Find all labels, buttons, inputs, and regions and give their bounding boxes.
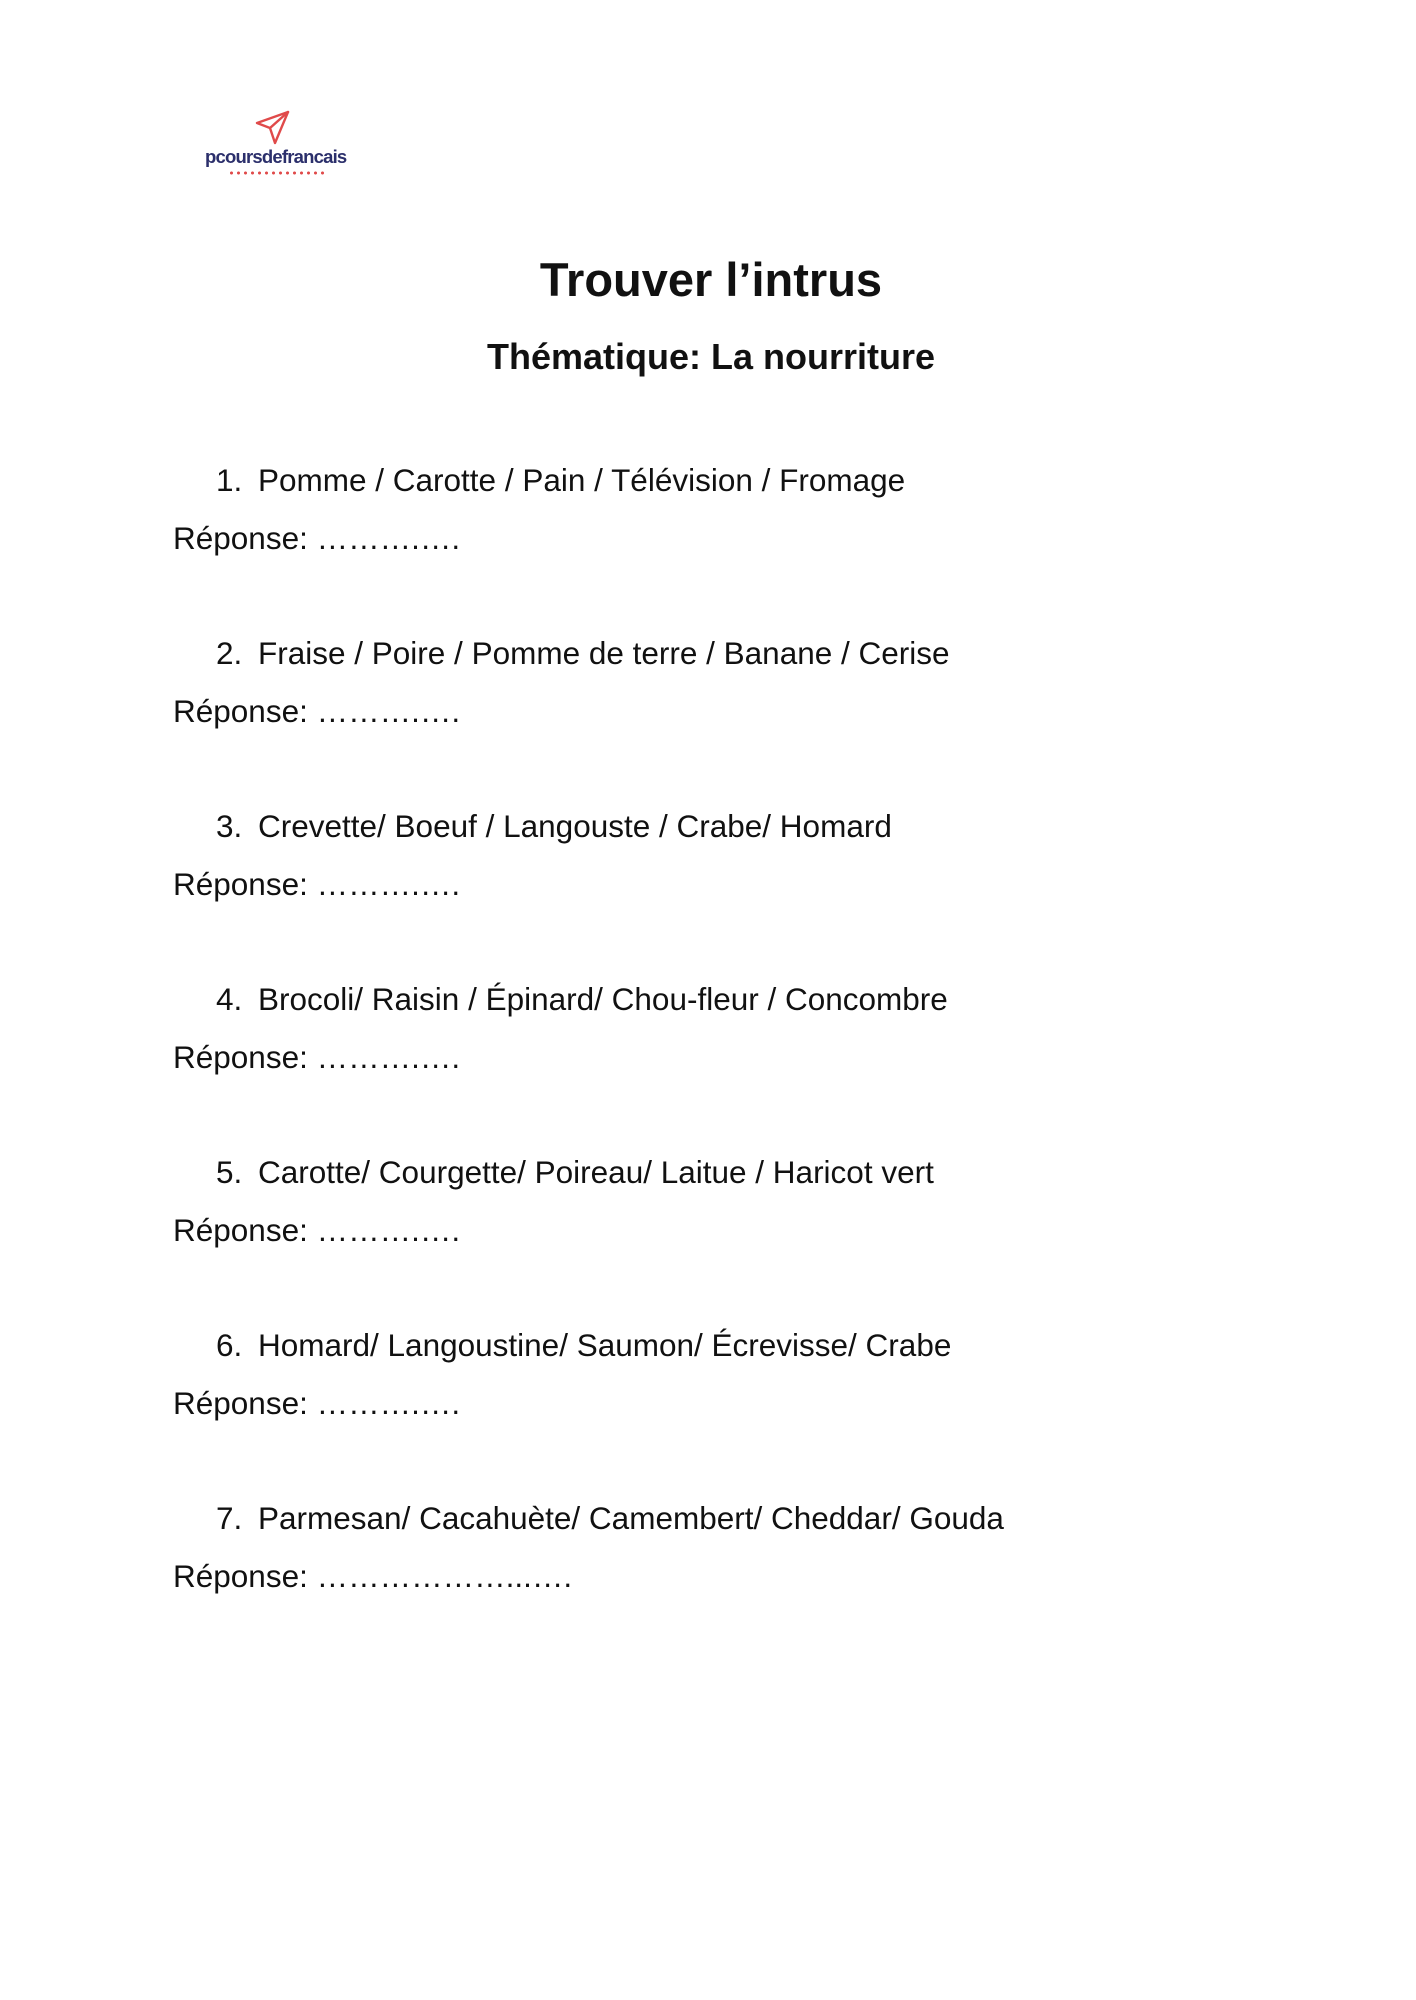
question-text: Fraise / Poire / Pomme de terre / Banane / Cerise bbox=[258, 635, 950, 671]
question-number: 3. bbox=[216, 808, 243, 844]
question-item bbox=[0, 808, 1416, 981]
answer-line[interactable]: Réponse: ……….…. bbox=[173, 1039, 461, 1075]
brand-dots-decoration bbox=[228, 171, 326, 175]
brand-logo bbox=[205, 108, 355, 188]
answer-line[interactable]: Réponse: ……….…. bbox=[173, 866, 461, 902]
question-item bbox=[0, 635, 1416, 808]
question-number: 5. bbox=[216, 1154, 243, 1190]
question-item bbox=[0, 1500, 1416, 1673]
brand-name: pcoursdefrancais bbox=[205, 146, 347, 167]
answer-line[interactable]: Réponse: ……….…. bbox=[173, 520, 461, 556]
question-text: Carotte/ Courgette/ Poireau/ Laitue / Haricot vert bbox=[258, 1154, 934, 1190]
question-item bbox=[0, 462, 1416, 635]
question-text: Crevette/ Boeuf / Langouste / Crabe/ Homard bbox=[258, 808, 892, 844]
question-text: Brocoli/ Raisin / Épinard/ Chou-fleur / Concombre bbox=[258, 981, 948, 1017]
question-number: 1. bbox=[216, 462, 243, 498]
question-text: Parmesan/ Cacahuète/ Camembert/ Cheddar/ Gouda bbox=[258, 1500, 1004, 1536]
question-number: 7. bbox=[216, 1500, 243, 1536]
question-line bbox=[216, 635, 950, 672]
answer-line[interactable]: Réponse: ……….…. bbox=[173, 1212, 461, 1248]
question-number: 2. bbox=[216, 635, 243, 671]
question-text: Homard/ Langoustine/ Saumon/ Écrevisse/ Crabe bbox=[258, 1327, 952, 1363]
page-subtitle: Thématique: La nourriture bbox=[486, 336, 936, 377]
page-title: Trouver l’intrus bbox=[539, 253, 883, 306]
question-text: Pomme / Carotte / Pain / Télévision / Fromage bbox=[258, 462, 906, 498]
question-line bbox=[216, 981, 948, 1018]
question-line bbox=[216, 1500, 1004, 1537]
answer-line[interactable]: Réponse: ………………...…. bbox=[173, 1558, 573, 1594]
question-number: 6. bbox=[216, 1327, 243, 1363]
answer-line[interactable]: Réponse: ……….…. bbox=[173, 693, 461, 729]
question-item bbox=[0, 981, 1416, 1154]
paper-plane-icon bbox=[255, 110, 291, 146]
question-line bbox=[216, 1154, 934, 1191]
question-item bbox=[0, 1154, 1416, 1327]
question-line bbox=[216, 1327, 951, 1364]
question-item bbox=[0, 1327, 1416, 1500]
answer-line[interactable]: Réponse: ……….…. bbox=[173, 1385, 461, 1421]
question-line bbox=[216, 462, 905, 499]
question-line bbox=[216, 808, 892, 845]
question-number: 4. bbox=[216, 981, 243, 1017]
question-list bbox=[0, 462, 1416, 1673]
